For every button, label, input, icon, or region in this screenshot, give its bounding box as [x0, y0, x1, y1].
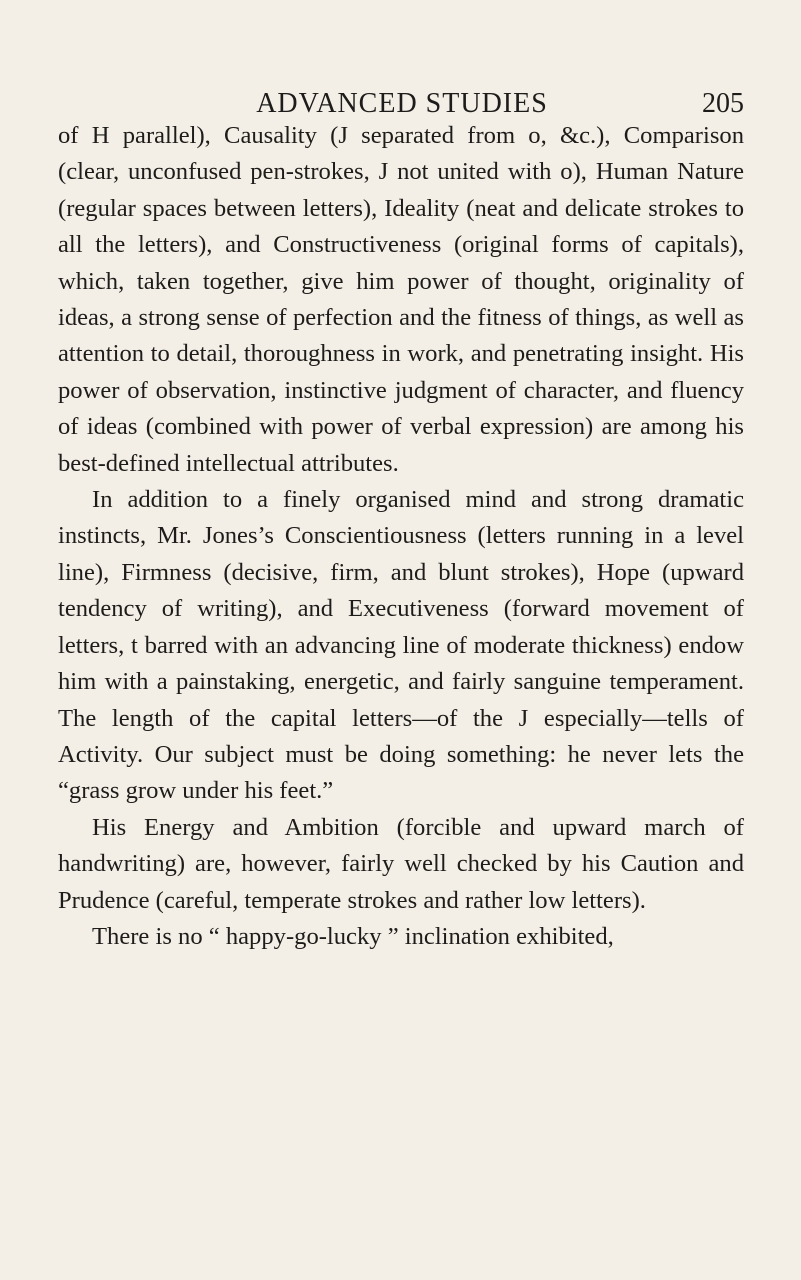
page-number: 205: [702, 88, 744, 119]
paragraph-4: There is no “ happy-go-lucky ” inclination exhibited,: [92, 922, 614, 950]
paragraph-3: His Energy and Ambition (forcible and upward march of handwriting) are, however, fairly well checked by his Caution and Prudence (careful, temperate strokes and rather low letters).: [58, 813, 744, 914]
paragraph-1: of H parallel), Causality (J separated from o, &c.), Comparison (clear, unconfused pen-strokes, J not united with o), Human Nature (regular spaces between letters), Ideality (neat and delicate strokes to all the letters), and Constructiveness (original forms of capitals), which, taken together, give him power of thought, originality of ideas, a strong sense of perfection and the fitness of things, as well as attention to detail, thoroughness in work, and penetrating insight. His power of observation, instinctive judgment of character, and fluency of ideas (combined with power of verbal expression) are among his best-defined intellectual attributes.: [58, 122, 744, 477]
running-title: ADVANCED STUDIES: [256, 88, 548, 119]
body-text: [58, 118, 744, 955]
paragraph-2: In addition to a finely organised mind and strong dramatic instincts, Mr. Jones’s Conscientiousness (letters running in a level line), Firmness (decisive, firm, and blunt strokes), Hope (upward tendency of writing), and Executiveness (forward movement of letters, t barred with an advancing line of moderate thickness) endow him with a painstaking, energetic, and fairly sanguine temperament. The length of the capital letters—of the J especially—tells of Activity. Our subject must be doing something: he never lets the “grass grow under his feet.”: [58, 486, 744, 805]
